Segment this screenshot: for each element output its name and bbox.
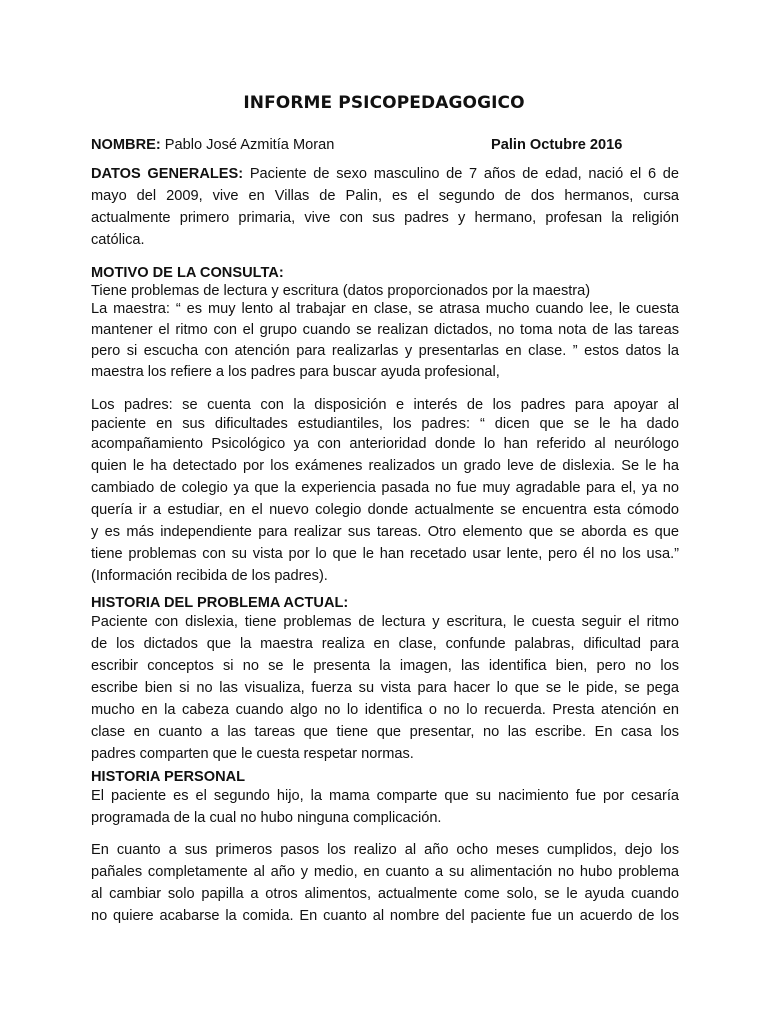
datos-line-1 xyxy=(91,163,679,185)
historia-heading: HISTORIA DEL PROBLEMA ACTUAL: xyxy=(91,595,349,611)
personal-line-2: programada de la cual no hubo ninguna complicación. xyxy=(91,810,442,826)
motivo-line-1: Tiene problemas de lectura y escritura (datos proporcionados por la maestra) xyxy=(91,283,591,299)
padres-line-3: acompañamiento Psicológico ya con anterioridad donde lo han referido al neurólogo xyxy=(91,436,679,452)
document-title: INFORME PSICOPEDAGOGICO xyxy=(243,93,525,113)
name-label: NOMBRE: xyxy=(91,137,161,153)
padres-line-6: quería ir a estudiar, en el nuevo colegio donde actualmente se encuentra esta cómodo xyxy=(91,502,679,518)
historia-line-2: de los dictados que la maestra realiza en clase, confunde palabras, dificultad para xyxy=(91,636,679,652)
historia-line-3: escribir conceptos si no se le presenta la imagen, las identifica bien, pero no los xyxy=(91,658,679,674)
datos-text: Paciente de sexo masculino de 7 años de edad, nació el 6 de xyxy=(249,166,679,182)
datos-label: DATOS GENERALES: xyxy=(91,166,244,182)
datos-line-3: actualmente primero primaria, vive con sus padres y hermano, profesan la religión xyxy=(91,210,679,226)
motivo-heading: MOTIVO DE LA CONSULTA: xyxy=(91,265,284,281)
pasos-line-3: al cambiar solo papilla a otros alimentos, actualmente come solo, se le ayuda cuando xyxy=(91,886,679,902)
pasos-line-1: En cuanto a sus primeros pasos los realizo al año ocho meses cumplidos, dejo los xyxy=(91,842,679,858)
pasos-line-4: no quiere acabarse la comida. En cuanto al nombre del paciente fue un acuerdo de los xyxy=(91,908,679,924)
datos-line-4: católica. xyxy=(91,232,145,248)
padres-line-8: tiene problemas con su vista por lo que le han recetado usar lente, pero él no los usa.” xyxy=(91,546,679,562)
padres-line-5: cambiado de colegio ya que la experiencia pasada no fue muy agradable para el, ya no xyxy=(91,480,679,496)
historia-line-5: mucho en la cabeza cuando algo no lo identifica o no lo recuerda. Presta atención en xyxy=(91,702,679,718)
name-value: Pablo José Azmitía Moran xyxy=(164,137,335,153)
datos-line-2: mayo del 2009, vive en Villas de Palin, es el segundo de dos hermanos, cursa xyxy=(91,188,679,204)
motivo-line-4: pero si escucha con atención para realizarlas y presentarlas en clase. ” estos datos la xyxy=(91,343,679,359)
padres-line-9: (Información recibida de los padres). xyxy=(91,568,328,584)
historia-line-4: escribe bien si no las visualiza, fuerza su vista para hacer lo que se le pide, se pega xyxy=(91,680,679,696)
pasos-line-2: pañales completamente al año y medio, en cuanto a su alimentación no hubo problema xyxy=(91,864,679,880)
motivo-line-3: mantener el ritmo con el grupo cuando se realizan dictados, no toma nota de las tareas xyxy=(91,322,679,338)
place-date: Palin Octubre 2016 xyxy=(491,137,623,153)
padres-line-4: quien le ha detectado por los exámenes realizados un grado leve de dislexia. Se le ha xyxy=(91,458,679,474)
personal-heading: HISTORIA PERSONAL xyxy=(91,769,246,785)
motivo-line-5: maestra los refiere a los padres para buscar ayuda profesional, xyxy=(91,364,500,380)
historia-line-6: clase en cuanto a las tareas que tiene que presentar, no las escribe. En casa los xyxy=(91,724,679,740)
padres-line-2: paciente en sus dificultades estudiantiles, los padres: “ dicen que se le ha dado xyxy=(91,416,679,432)
personal-line-1: El paciente es el segundo hijo, la mama comparte que su nacimiento fue por cesaría xyxy=(91,788,679,804)
historia-line-7: padres comparten que le cuesta respetar normas. xyxy=(91,746,414,762)
padres-line-1: Los padres: se cuenta con la disposición e interés de los padres para apoyar al xyxy=(91,397,679,413)
padres-line-7: y es más independiente para realizar sus tareas. Otro elemento que se aborda es que xyxy=(91,524,679,540)
motivo-line-2: La maestra: “ es muy lento al trabajar en clase, se atrasa mucho cuando lee, le cuesta xyxy=(91,301,679,317)
historia-line-1: Paciente con dislexia, tiene problemas de lectura y escritura, le cuesta seguir el ritmo xyxy=(91,614,679,630)
